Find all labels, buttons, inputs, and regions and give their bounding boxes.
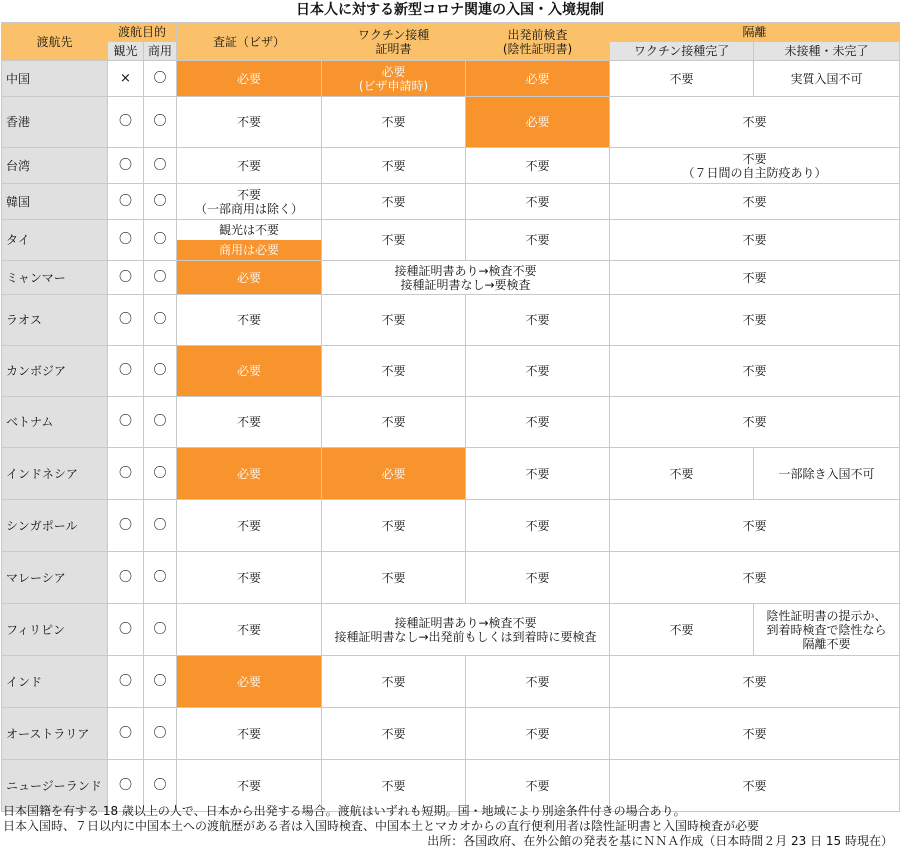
quarantine-unvaccinated-cell: 陰性証明書の提示か、 到着時検査で陰性なら 隔離不要 bbox=[754, 604, 900, 656]
visa-cell: 不要 bbox=[177, 760, 322, 812]
destination-cell: ベトナム bbox=[2, 397, 108, 448]
header-business: 商用 bbox=[144, 42, 177, 61]
quarantine-cell: 不要 bbox=[610, 346, 900, 397]
table-row-laos bbox=[2, 295, 900, 346]
pretest-cell: 不要 bbox=[466, 148, 610, 184]
tourism-cell: 〇 bbox=[108, 295, 144, 346]
quarantine-vaccinated-cell: 不要 bbox=[610, 604, 754, 656]
visa-tourism-note: 観光は不要 bbox=[219, 223, 280, 237]
visa-cell: 必要 bbox=[177, 346, 322, 397]
visa-cell bbox=[177, 220, 322, 261]
pretest-cell: 不要 bbox=[466, 552, 610, 604]
visa-cell: 不要 bbox=[177, 295, 322, 346]
table-row-malaysia bbox=[2, 552, 900, 604]
table-row-hongkong bbox=[2, 97, 900, 148]
vaccine-cell: 不要 bbox=[322, 148, 466, 184]
table-row-myanmar bbox=[2, 261, 900, 295]
pretest-cell: 不要 bbox=[466, 184, 610, 220]
tourism-cell: 〇 bbox=[108, 148, 144, 184]
table-row-indonesia bbox=[2, 448, 900, 500]
tourism-cell: 〇 bbox=[108, 184, 144, 220]
header-vaccine-cert: ワクチン接種 証明書 bbox=[322, 23, 466, 61]
tourism-cell: 〇 bbox=[108, 346, 144, 397]
visa-cell: 必要 bbox=[177, 261, 322, 295]
footnotes bbox=[3, 804, 899, 849]
business-cell: 〇 bbox=[144, 604, 177, 656]
header-destination: 渡航先 bbox=[2, 23, 108, 61]
business-cell: 〇 bbox=[144, 295, 177, 346]
business-cell: 〇 bbox=[144, 552, 177, 604]
table-row-thailand bbox=[2, 220, 900, 261]
business-cell: 〇 bbox=[144, 708, 177, 760]
visa-cell: 必要 bbox=[177, 656, 322, 708]
quarantine-cell: 不要 bbox=[610, 184, 900, 220]
business-cell: 〇 bbox=[144, 397, 177, 448]
footnote-2: 日本入国時、７日以内に中国本土への渡航歴がある者は入国時検査、中国本土とマカオからの直行便利用者は陰性証明書と入国時検査が必要 bbox=[3, 819, 760, 833]
destination-cell: ラオス bbox=[2, 295, 108, 346]
tourism-cell: 〇 bbox=[108, 261, 144, 295]
vaccine-cell: 不要 bbox=[322, 397, 466, 448]
destination-cell: ニュージーランド bbox=[2, 760, 108, 812]
visa-cell: 不要 bbox=[177, 604, 322, 656]
visa-cell: 不要 bbox=[177, 397, 322, 448]
vaccine-pretest-cell: 接種証明書あり→検査不要 接種証明書なし→要検査 bbox=[322, 261, 610, 295]
business-cell: 〇 bbox=[144, 500, 177, 552]
vaccine-cell: 不要 bbox=[322, 760, 466, 812]
tourism-cell: 〇 bbox=[108, 656, 144, 708]
pretest-cell: 必要 bbox=[466, 61, 610, 97]
vaccine-pretest-cell: 接種証明書あり→検査不要 接種証明書なし→出発前もしくは到着時に要検査 bbox=[322, 604, 610, 656]
destination-cell: 香港 bbox=[2, 97, 108, 148]
header-unvaccinated: 未接種・未完了 bbox=[754, 42, 900, 61]
table-row-australia bbox=[2, 708, 900, 760]
quarantine-cell: 不要 bbox=[610, 656, 900, 708]
business-cell: 〇 bbox=[144, 220, 177, 261]
tourism-cell: 〇 bbox=[108, 97, 144, 148]
quarantine-cell: 不要 bbox=[610, 708, 900, 760]
visa-cell: 必要 bbox=[177, 61, 322, 97]
pretest-cell: 不要 bbox=[466, 760, 610, 812]
quarantine-cell: 不要 bbox=[610, 552, 900, 604]
visa-cell: 不要 bbox=[177, 552, 322, 604]
destination-cell: オーストラリア bbox=[2, 708, 108, 760]
table-row-korea bbox=[2, 184, 900, 220]
visa-cell: 不要 （一部商用は除く） bbox=[177, 184, 322, 220]
pretest-cell: 不要 bbox=[466, 397, 610, 448]
destination-cell: フィリピン bbox=[2, 604, 108, 656]
visa-cell: 不要 bbox=[177, 97, 322, 148]
pretest-cell: 不要 bbox=[466, 708, 610, 760]
vaccine-cell: 不要 bbox=[322, 220, 466, 261]
quarantine-cell: 不要 bbox=[610, 220, 900, 261]
business-cell: 〇 bbox=[144, 760, 177, 812]
quarantine-cell: 不要 bbox=[610, 295, 900, 346]
tourism-cell: × bbox=[108, 61, 144, 97]
vaccine-cell: 不要 bbox=[322, 708, 466, 760]
table-row-vietnam bbox=[2, 397, 900, 448]
destination-cell: インドネシア bbox=[2, 448, 108, 500]
business-cell: 〇 bbox=[144, 148, 177, 184]
visa-cell: 必要 bbox=[177, 448, 322, 500]
visa-cell: 不要 bbox=[177, 708, 322, 760]
visa-cell: 不要 bbox=[177, 500, 322, 552]
vaccine-cell: 必要 (ビザ申請時) bbox=[322, 61, 466, 97]
header-purpose: 渡航目的 bbox=[108, 23, 177, 42]
regulation-table bbox=[1, 22, 900, 812]
pretest-cell: 不要 bbox=[466, 448, 610, 500]
table-row-taiwan bbox=[2, 148, 900, 184]
tourism-cell: 〇 bbox=[108, 220, 144, 261]
tourism-cell: 〇 bbox=[108, 500, 144, 552]
tourism-cell: 〇 bbox=[108, 708, 144, 760]
quarantine-vaccinated-cell: 不要 bbox=[610, 448, 754, 500]
footnote-1: 日本国籍を有する 18 歳以上の人で、日本から出発する場合。渡航はいずれも短期。国・地域により別途条件付きの場合あり。 bbox=[3, 804, 686, 818]
destination-cell: 中国 bbox=[2, 61, 108, 97]
destination-cell: 台湾 bbox=[2, 148, 108, 184]
vaccine-cell: 不要 bbox=[322, 97, 466, 148]
header-quarantine: 隔離 bbox=[610, 23, 900, 42]
header-row-1 bbox=[2, 23, 900, 42]
quarantine-cell: 不要 bbox=[610, 261, 900, 295]
pretest-cell: 必要 bbox=[466, 97, 610, 148]
visa-business-note: 商用は必要 bbox=[177, 240, 321, 260]
table-row-india bbox=[2, 656, 900, 708]
header-vaccinated: ワクチン接種完了 bbox=[610, 42, 754, 61]
business-cell: 〇 bbox=[144, 61, 177, 97]
quarantine-cell: 不要 bbox=[610, 760, 900, 812]
destination-cell: 韓国 bbox=[2, 184, 108, 220]
business-cell: 〇 bbox=[144, 656, 177, 708]
tourism-cell: 〇 bbox=[108, 397, 144, 448]
vaccine-cell: 不要 bbox=[322, 552, 466, 604]
tourism-cell: 〇 bbox=[108, 552, 144, 604]
destination-cell: タイ bbox=[2, 220, 108, 261]
source-note: 出所：各国政府、在外公館の発表を基にＮＮＡ作成（日本時間２月 23 日 15 時現在） bbox=[427, 834, 893, 848]
destination-cell: インド bbox=[2, 656, 108, 708]
tourism-cell: 〇 bbox=[108, 604, 144, 656]
destination-cell: マレーシア bbox=[2, 552, 108, 604]
pretest-cell: 不要 bbox=[466, 656, 610, 708]
business-cell: 〇 bbox=[144, 448, 177, 500]
quarantine-unvaccinated-cell: 実質入国不可 bbox=[754, 61, 900, 97]
tourism-cell: 〇 bbox=[108, 760, 144, 812]
pretest-cell: 不要 bbox=[466, 295, 610, 346]
header-pretest: 出発前検査 (陰性証明書) bbox=[466, 23, 610, 61]
visa-cell: 不要 bbox=[177, 148, 322, 184]
table-row-cambodia bbox=[2, 346, 900, 397]
pretest-cell: 不要 bbox=[466, 500, 610, 552]
business-cell: 〇 bbox=[144, 184, 177, 220]
page-title: 日本人に対する新型コロナ関連の入国・入境規制 bbox=[296, 2, 604, 18]
pretest-cell: 不要 bbox=[466, 346, 610, 397]
business-cell: 〇 bbox=[144, 346, 177, 397]
destination-cell: カンボジア bbox=[2, 346, 108, 397]
business-cell: 〇 bbox=[144, 261, 177, 295]
table-row-singapore bbox=[2, 500, 900, 552]
quarantine-cell: 不要 （７日間の自主防疫あり） bbox=[610, 148, 900, 184]
vaccine-cell: 不要 bbox=[322, 656, 466, 708]
header-tourism: 観光 bbox=[108, 42, 144, 61]
destination-cell: ミャンマー bbox=[2, 261, 108, 295]
quarantine-unvaccinated-cell: 一部除き入国不可 bbox=[754, 448, 900, 500]
business-cell: 〇 bbox=[144, 97, 177, 148]
tourism-cell: 〇 bbox=[108, 448, 144, 500]
quarantine-vaccinated-cell: 不要 bbox=[610, 61, 754, 97]
quarantine-cell: 不要 bbox=[610, 97, 900, 148]
vaccine-cell: 必要 bbox=[322, 448, 466, 500]
pretest-cell: 不要 bbox=[466, 220, 610, 261]
header-visa: 査証（ビザ） bbox=[177, 23, 322, 61]
vaccine-cell: 不要 bbox=[322, 184, 466, 220]
table-row-philippines bbox=[2, 604, 900, 656]
vaccine-cell: 不要 bbox=[322, 295, 466, 346]
vaccine-cell: 不要 bbox=[322, 346, 466, 397]
table-row-china bbox=[2, 61, 900, 97]
destination-cell: シンガポール bbox=[2, 500, 108, 552]
quarantine-cell: 不要 bbox=[610, 397, 900, 448]
vaccine-cell: 不要 bbox=[322, 500, 466, 552]
quarantine-cell: 不要 bbox=[610, 500, 900, 552]
